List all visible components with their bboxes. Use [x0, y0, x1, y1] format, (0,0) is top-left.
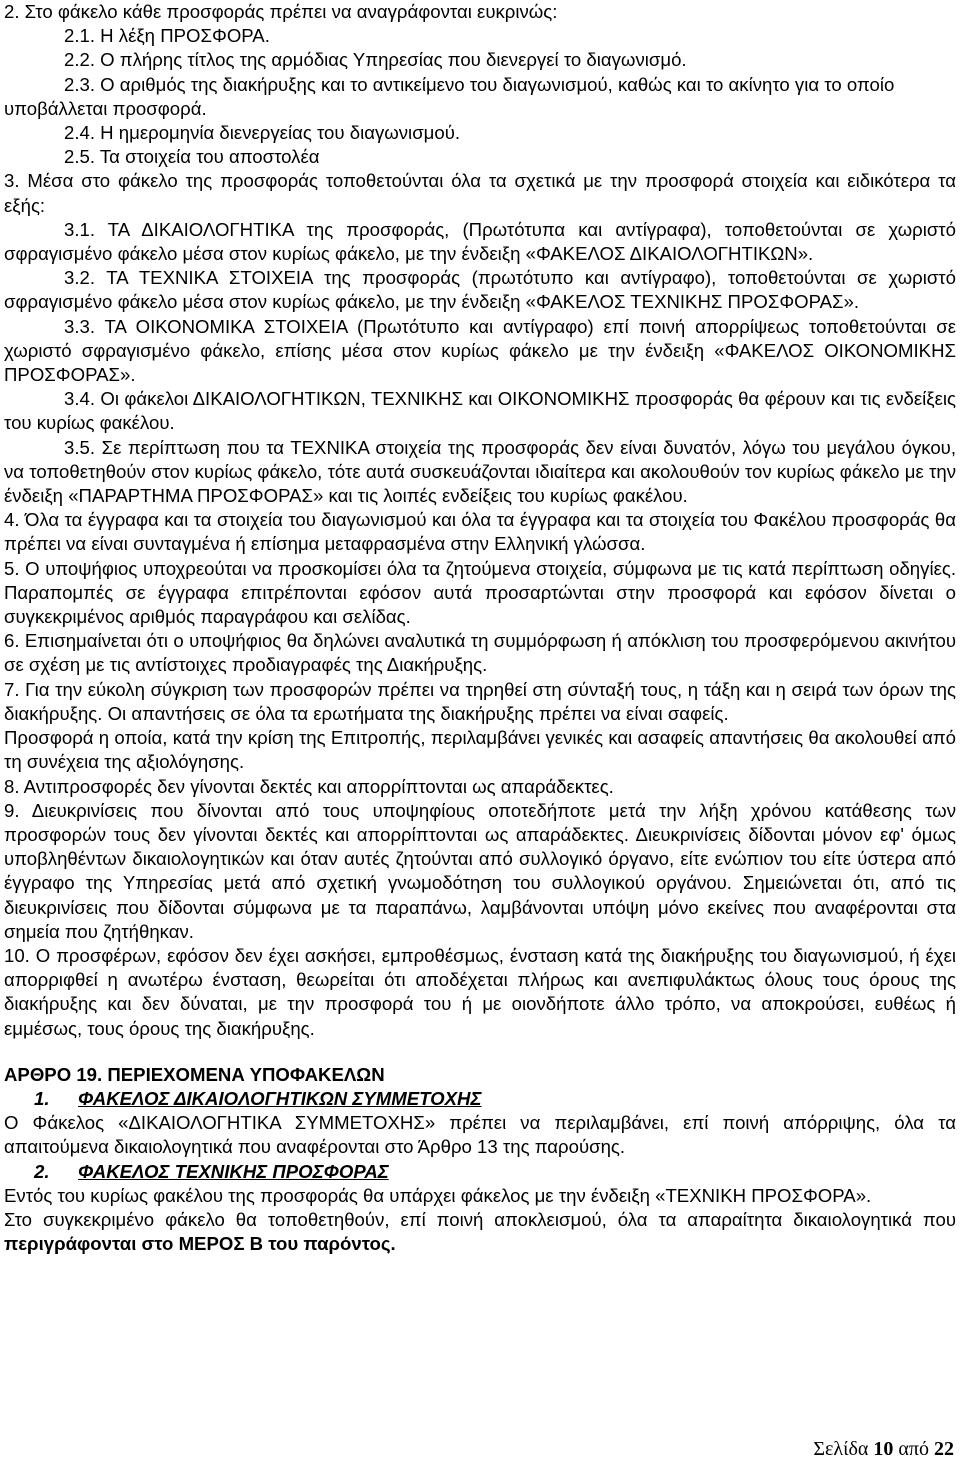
item-3-5: 3.5. Σε περίπτωση που τα ΤΕΧΝΙΚΑ στοιχεία της προσφοράς δεν είναι δυνατόν, λόγω του μεγάλου όγκου, να τοποθετηθούν στον κυρίως φάκελο, τότε αυτά συσκευάζονται ιδιαίτερα και ακολουθούν τον κυρίως φάκελο με την ένδειξη «ΠΑΡΑΡΤΗΜΑ ΠΡΟΣΦΟΡΑΣ» και τις λοιπές ενδείξεις του κυρίως φακέλου.: [4, 436, 956, 507]
item-2: 2. Στο φάκελο κάθε προσφοράς πρέπει να αναγράφονται ευκρινώς:: [4, 1, 558, 22]
footer-total-pages: 22: [934, 1438, 954, 1460]
item-3: 3. Μέσα στο φάκελο της προσφοράς τοποθετούνται όλα τα σχετικά με την προσφορά στοιχεία και ειδικότερα τα εξής:: [4, 170, 956, 216]
subsection-1-text: Ο Φάκελος «ΔΙΚΑΙΟΛΟΓΗΤΙΚΑ ΣΥΜΜΕΤΟΧΗΣ» πρέπει να περιλαμβάνει, επί ποινή απόρριψης, όλα τα απαιτούμενα δικαιολογητικά που αναφέρονται στο Άρθρο 13 της παρούσης.: [4, 1112, 956, 1158]
subsection-2-text-2: [4, 1208, 956, 1256]
item-9: 9. Διευκρινίσεις που δίνονται από τους υποψηφίους οποτεδήποτε μετά την λήξη χρόνου κατάθεσης των προσφορών τους δεν γίνονται δεκτές και απορρίπτονται ως απαράδεκτες. Διευκρινίσεις δίδονται μόνον εφ' όμως υποβληθέντων δικαιολογητικών και όταν αυτές ζητούνται από συλλογικό όργανο, είτε ενώπιον του είτε ύστερα από έγγραφο της Υπηρεσίας μετά από σχετική γνωμοδότηση του συλλογικού οργάνου. Σημειώνεται ότι, από τις διευκρινίσεις που δίδονται σύμφωνα με τα παραπάνω, λαμβάνονται υπόψη μόνο εκείνες που αναφέρονται στα σημεία που ζητήθηκαν.: [4, 799, 956, 942]
item-3-1: 3.1. ΤΑ ΔΙΚΑΙΟΛΟΓΗΤΙΚΑ της προσφοράς, (Πρωτότυπα και αντίγραφα), τοποθετούνται σε χωριστό σφραγισμένο φάκελο μέσα στον κυρίως φάκελο, με την ένδειξη «ΦΑΚΕΛΟΣ ΔΙΚΑΙΟΛΟΓΗΤΙΚΩΝ».: [4, 218, 956, 265]
item-3-2: 3.2. ΤΑ ΤΕΧΝΙΚΑ ΣΤΟΙΧΕΙΑ της προσφοράς (πρωτότυπο και αντίγραφο), τοποθετούνται σε χωριστό σφραγισμένο φάκελο μέσα στον κυρίως φάκελο, με την ένδειξη «ΦΑΚΕΛΟΣ ΤΕΧΝΙΚΗΣ ΠΡΟΣΦΟΡΑΣ».: [4, 267, 956, 313]
item-2-2: 2.2. Ο πλήρης τίτλος της αρμόδιας Υπηρεσίας που διενεργεί το διαγωνισμό.: [64, 49, 687, 71]
subsection-2-text: Εντός του κυρίως φακέλου της προσφοράς θα υπάρχει φάκελος με την ένδειξη «ΤΕΧΝΙΚΗ ΠΡΟΣΦΟΡΑ».: [4, 1184, 872, 1206]
item-8: 8. Αντιπροσφορές δεν γίνονται δεκτές και απορρίπτονται ως απαράδεκτες.: [4, 775, 614, 797]
document-page: [4, 0, 956, 1256]
subsection-2-title: ΦΑΚΕΛΟΣ ΤΕΧΝΙΚΗΣ ΠΡΟΣΦΟΡΑΣ: [78, 1160, 389, 1182]
subsection-2-number: 2.: [34, 1160, 50, 1182]
subsection-1-heading: [4, 1087, 956, 1111]
item-7-note: Προσφορά η οποία, κατά την κρίση της Επιτροπής, περιλαμβάνει γενικές και ασαφείς απαντήσεις θα ακολουθεί από τη συνέχεια της αξιολόγησης.: [4, 727, 956, 773]
item-2-3: 2.3. Ο αριθμός της διακήρυξης και το αντικείμενο του διαγωνισμού, καθώς και το ακίνητο για το οποίο υποβάλλεται προσφορά.: [4, 73, 895, 119]
item-4: 4. Όλα τα έγγραφα και τα στοιχεία του διαγωνισμού και όλα τα έγγραφα και τα στοιχεία του Φακέλου προσφοράς θα πρέπει να είναι συνταγμένα ή επίσημα μεταφρασμένα στην Ελληνική γλώσσα.: [4, 509, 956, 555]
footer-page-word: Σελίδα: [813, 1438, 869, 1460]
item-10: 10. Ο προσφέρων, εφόσον δεν έχει ασκήσει, εμπροθέσμως, ένσταση κατά της διακήρυξης του διαγωνισμού, ή έχει απορριφθεί η ανωτέρω ένσταση, θεωρείται ότι αποδέχεται πλήρως και ανεπιφυλάκτως όλους τους όρους της διακήρυξης και δεν δύναται, με την προσφορά του ή με οιονδήποτε άλλο τρόπο, να αποκρούσει, ευθέως ή εμμέσως, τους όρους της διακήρυξης.: [4, 944, 956, 1039]
subsection-2-heading: [4, 1160, 956, 1184]
footer-page-number: 10: [873, 1438, 894, 1460]
subsection-1-title: ΦΑΚΕΛΟΣ ΔΙΚΑΙΟΛΟΓΗΤΙΚΩΝ ΣΥΜΜΕΤΟΧΗΣ: [78, 1087, 482, 1109]
footer-of-word: από: [898, 1438, 929, 1460]
article-title: ΑΡΘΡΟ 19. ΠΕΡΙΕΧΟΜΕΝΑ ΥΠΟΦΑΚΕΛΩΝ: [4, 1063, 385, 1085]
section-gap: [4, 1041, 956, 1063]
subsection-2-text-2-plain: Στο συγκεκριμένο φάκελο θα τοποθετηθούν, επί ποινή αποκλεισμού, όλα τα απαραίτητα δικαιολογητικά που: [4, 1208, 956, 1230]
item-2-4: 2.4. Η ημερομηνία διενεργείας του διαγωνισμού.: [64, 122, 461, 144]
item-2-5: 2.5. Τα στοιχεία του αποστολέα: [64, 146, 320, 168]
item-6: 6. Επισημαίνεται ότι ο υποψήφιος θα δηλώνει αναλυτικά τη συμμόρφωση ή απόκλιση του προσφερόμενου ακινήτου σε σχέση με τις αντίστοιχες προδιαγραφές της Διακήρυξης.: [4, 630, 956, 676]
page-footer: [813, 1438, 954, 1461]
subsection-2-text-2-bold: περιγράφονται στο ΜΕΡΟΣ Β του παρόντος.: [4, 1233, 396, 1255]
item-2-1: 2.1. Η λέξη ΠΡΟΣΦΟΡΑ.: [64, 25, 270, 47]
subsection-1-number: 1.: [34, 1087, 50, 1109]
item-7: 7. Για την εύκολη σύγκριση των προσφορών πρέπει να τηρηθεί στη σύνταξή τους, η τάξη και η σειρά των όρων της διακήρυξης. Οι απαντήσεις σε όλα τα ερωτήματα της διακήρυξης πρέπει να είναι σαφείς.: [4, 678, 956, 724]
item-3-4: 3.4. Οι φάκελοι ΔΙΚΑΙΟΛΟΓΗΤΙΚΩΝ, ΤΕΧΝΙΚΗΣ και ΟΙΚΟΝΟΜΙΚΗΣ προσφοράς θα φέρουν και τις ενδείξεις του κυρίως φακέλου.: [4, 388, 956, 434]
item-3-3: 3.3. ΤΑ ΟΙΚΟΝΟΜΙΚΑ ΣΤΟΙΧΕΙΑ (Πρωτότυπο και αντίγραφο) επί ποινή απορρίψεως τοποθετούνται σε χωριστό σφραγισμένο φάκελο, επίσης μέσα στον κυρίως φάκελο με την ένδειξη «ΦΑΚΕΛΟΣ ΟΙΚΟΝΟΜΙΚΗΣ ΠΡΟΣΦΟΡΑΣ».: [4, 315, 956, 386]
item-5: 5. Ο υποψήφιος υποχρεούται να προσκομίσει όλα τα ζητούμενα στοιχεία, σύμφωνα με τις κατά περίπτωση οδηγίες. Παραπομπές σε έγγραφα επιτρέπονται εφόσον αυτά προσαρτώνται στην προσφορά και εφόσον δίνεται ο συγκεκριμένος αριθμός παραγράφου και σελίδας.: [4, 557, 956, 628]
